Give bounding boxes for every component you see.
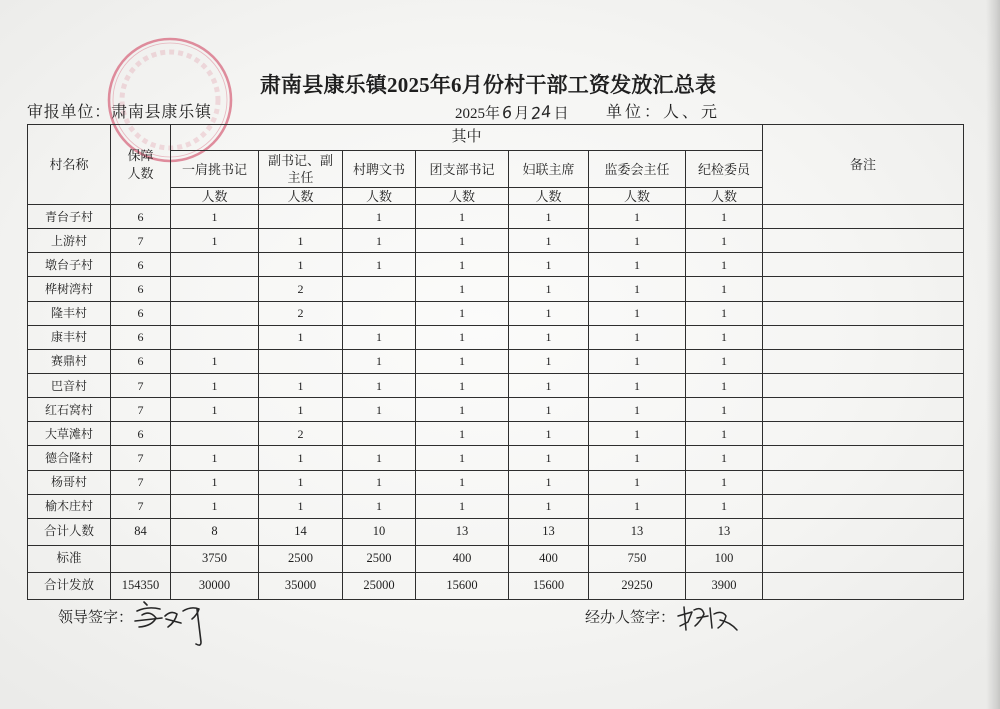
guaranteed-count-cell: [111, 545, 171, 572]
position-header-village-clerk: [343, 151, 416, 188]
one-shoulder-secretary-cell: 1: [171, 470, 259, 494]
guaranteed-count-cell: 7: [111, 373, 171, 397]
date-month-suffix: 月: [514, 106, 530, 122]
village-row: [28, 325, 964, 349]
village-clerk-cell: 25000: [343, 572, 416, 599]
deputy-secretary-cell: 1: [259, 253, 343, 277]
leader-signature-label: 领导签字：: [58, 610, 134, 626]
summary-row: [28, 572, 964, 599]
discipline-inspector-cell: 1: [686, 277, 763, 301]
womens-federation-chair-cell: 13: [509, 518, 589, 545]
header-row-top: [28, 125, 964, 151]
guaranteed-count-cell: 6: [111, 253, 171, 277]
village-row: [28, 277, 964, 301]
one-shoulder-secretary-cell: 30000: [171, 572, 259, 599]
remarks-cell: [763, 494, 964, 518]
village-name-cell: 标准: [28, 545, 111, 572]
village-clerk-cell: 1: [343, 494, 416, 518]
womens-federation-chair-cell: 15600: [509, 572, 589, 599]
village-clerk-cell: [343, 422, 416, 446]
position-label: 纪检委员: [698, 161, 751, 177]
discipline-inspector-cell: 1: [686, 470, 763, 494]
position-label: 村聘文书: [352, 161, 405, 177]
guaranteed-count-header-line2: 人数: [127, 165, 154, 181]
village-row: [28, 446, 964, 470]
position-header-discipline-inspector: [686, 151, 763, 188]
village-name-cell: 桦树湾村: [28, 277, 111, 301]
womens-federation-chair-cell: 1: [509, 470, 589, 494]
womens-federation-chair-cell: 1: [509, 494, 589, 518]
village-row: [28, 349, 964, 373]
deputy-secretary-cell: 1: [259, 470, 343, 494]
village-clerk-cell: [343, 301, 416, 325]
youth-league-secretary-cell: 1: [416, 398, 509, 422]
position-header-deputy-secretary: [259, 151, 343, 188]
village-name-cell: 合计人数: [28, 518, 111, 545]
supervisory-director-cell: 1: [589, 422, 686, 446]
village-row: [28, 398, 964, 422]
youth-league-secretary-cell: 1: [416, 470, 509, 494]
village-name-cell: 合计发放: [28, 572, 111, 599]
discipline-inspector-cell: 1: [686, 229, 763, 253]
date-month-handwritten: 6: [500, 102, 514, 123]
one-shoulder-secretary-cell: 1: [171, 398, 259, 422]
remarks-header: 备注: [763, 125, 964, 205]
youth-league-secretary-cell: 1: [416, 373, 509, 397]
date-year: 2025年: [455, 106, 501, 122]
one-shoulder-secretary-cell: 1: [171, 446, 259, 470]
remarks-cell: [763, 205, 964, 229]
discipline-inspector-cell: 1: [686, 253, 763, 277]
guaranteed-count-cell: 6: [111, 325, 171, 349]
village-clerk-cell: 1: [343, 325, 416, 349]
discipline-inspector-cell: 1: [686, 446, 763, 470]
one-shoulder-secretary-cell: 1: [171, 229, 259, 253]
supervisory-director-cell: 1: [589, 325, 686, 349]
supervisory-director-cell: 1: [589, 494, 686, 518]
village-row: [28, 301, 964, 325]
guaranteed-count-cell: 7: [111, 446, 171, 470]
youth-league-secretary-cell: 13: [416, 518, 509, 545]
guaranteed-count-cell: 154350: [111, 572, 171, 599]
position-label-line1: 副书记、副: [267, 153, 333, 168]
deputy-secretary-cell: 14: [259, 518, 343, 545]
remarks-cell: [763, 572, 964, 599]
remarks-cell: [763, 545, 964, 572]
remarks-cell: [763, 518, 964, 545]
womens-federation-chair-cell: 1: [509, 277, 589, 301]
deputy-secretary-cell: 1: [259, 229, 343, 253]
village-clerk-cell: 1: [343, 229, 416, 253]
village-clerk-cell: 1: [343, 373, 416, 397]
youth-league-secretary-cell: 1: [416, 446, 509, 470]
position-header-youth-league-secretary: [416, 151, 509, 188]
guaranteed-count-cell: 84: [111, 518, 171, 545]
village-clerk-cell: 1: [343, 253, 416, 277]
remarks-cell: [763, 301, 964, 325]
supervisory-director-cell: 1: [589, 373, 686, 397]
discipline-inspector-cell: 13: [686, 518, 763, 545]
one-shoulder-secretary-cell: 1: [171, 373, 259, 397]
guaranteed-count-cell: 7: [111, 470, 171, 494]
guaranteed-count-cell: 7: [111, 229, 171, 253]
one-shoulder-secretary-cell: [171, 422, 259, 446]
of-which-header: 其中: [171, 125, 763, 151]
village-row: [28, 470, 964, 494]
village-clerk-cell: 1: [343, 398, 416, 422]
report-date: [455, 103, 569, 123]
supervisory-director-cell: 1: [589, 253, 686, 277]
handler-signature: [674, 600, 746, 636]
position-label: 妇联主席: [522, 161, 575, 177]
discipline-inspector-cell: 3900: [686, 572, 763, 599]
womens-federation-chair-cell: 1: [509, 373, 589, 397]
village-name-cell: 榆木庄村: [28, 494, 111, 518]
summary-row: [28, 545, 964, 572]
village-clerk-cell: 1: [343, 349, 416, 373]
document-title: 肃南县康乐镇2025年6月份村干部工资发放汇总表: [259, 73, 717, 97]
position-label-line2: 主任: [287, 170, 314, 185]
count-subheader: 人数: [686, 188, 763, 205]
village-clerk-cell: [343, 277, 416, 301]
village-name-cell: 隆丰村: [28, 301, 111, 325]
supervisory-director-cell: 1: [589, 205, 686, 229]
unit-note: 单位：人、元: [606, 104, 721, 121]
guaranteed-count-cell: 6: [111, 277, 171, 301]
deputy-secretary-cell: 2: [259, 277, 343, 301]
youth-league-secretary-cell: 1: [416, 253, 509, 277]
womens-federation-chair-cell: 1: [509, 253, 589, 277]
village-name-cell: 红石窝村: [28, 398, 111, 422]
paper-edge-shadow: [986, 0, 1000, 709]
reporting-unit-line: [27, 103, 212, 123]
position-header-supervisory-director: [589, 151, 686, 188]
guaranteed-count-cell: 7: [111, 494, 171, 518]
guaranteed-count-cell: 6: [111, 349, 171, 373]
date-day-handwritten: 24: [529, 101, 553, 124]
position-header-womens-federation-chair: [509, 151, 589, 188]
womens-federation-chair-cell: 400: [509, 545, 589, 572]
supervisory-director-cell: 750: [589, 545, 686, 572]
count-subheader: 人数: [509, 188, 589, 205]
youth-league-secretary-cell: 1: [416, 205, 509, 229]
count-subheader: 人数: [589, 188, 686, 205]
discipline-inspector-cell: 1: [686, 205, 763, 229]
remarks-cell: [763, 349, 964, 373]
one-shoulder-secretary-cell: 1: [171, 205, 259, 229]
remarks-cell: [763, 277, 964, 301]
one-shoulder-secretary-cell: [171, 253, 259, 277]
village-row: [28, 253, 964, 277]
village-name-cell: 青台子村: [28, 205, 111, 229]
discipline-inspector-cell: 1: [686, 301, 763, 325]
village-name-header: 村名称: [28, 125, 111, 205]
guaranteed-count-cell: 6: [111, 301, 171, 325]
deputy-secretary-cell: 2: [259, 301, 343, 325]
village-name-cell: 康丰村: [28, 325, 111, 349]
supervisory-director-cell: 29250: [589, 572, 686, 599]
remarks-cell: [763, 422, 964, 446]
remarks-cell: [763, 398, 964, 422]
discipline-inspector-cell: 1: [686, 494, 763, 518]
guaranteed-count-cell: 7: [111, 398, 171, 422]
position-label: 团支部书记: [429, 161, 495, 177]
village-name-cell: 上游村: [28, 229, 111, 253]
youth-league-secretary-cell: 1: [416, 277, 509, 301]
womens-federation-chair-cell: 1: [509, 325, 589, 349]
youth-league-secretary-cell: 1: [416, 325, 509, 349]
womens-federation-chair-cell: 1: [509, 301, 589, 325]
one-shoulder-secretary-cell: 8: [171, 518, 259, 545]
deputy-secretary-cell: 35000: [259, 572, 343, 599]
position-label: 监委会主任: [604, 161, 670, 177]
youth-league-secretary-cell: 1: [416, 422, 509, 446]
position-header-one-shoulder-secretary: [171, 151, 259, 188]
youth-league-secretary-cell: 1: [416, 229, 509, 253]
youth-league-secretary-cell: 15600: [416, 572, 509, 599]
discipline-inspector-cell: 1: [686, 422, 763, 446]
summary-row: [28, 518, 964, 545]
supervisory-director-cell: 1: [589, 470, 686, 494]
supervisory-director-cell: 1: [589, 446, 686, 470]
supervisory-director-cell: 1: [589, 301, 686, 325]
womens-federation-chair-cell: 1: [509, 349, 589, 373]
reporting-unit-value: 肃南县康乐镇: [111, 104, 212, 121]
deputy-secretary-cell: [259, 205, 343, 229]
deputy-secretary-cell: [259, 349, 343, 373]
discipline-inspector-cell: 1: [686, 398, 763, 422]
remarks-cell: [763, 446, 964, 470]
one-shoulder-secretary-cell: 3750: [171, 545, 259, 572]
village-name-cell: 大草滩村: [28, 422, 111, 446]
village-row: [28, 229, 964, 253]
village-row: [28, 422, 964, 446]
deputy-secretary-cell: 1: [259, 494, 343, 518]
supervisory-director-cell: 1: [589, 349, 686, 373]
village-clerk-cell: 1: [343, 470, 416, 494]
count-subheader: 人数: [343, 188, 416, 205]
count-subheader: 人数: [171, 188, 259, 205]
womens-federation-chair-cell: 1: [509, 229, 589, 253]
table-header: [28, 125, 964, 205]
womens-federation-chair-cell: 1: [509, 446, 589, 470]
village-name-cell: 杨哥村: [28, 470, 111, 494]
womens-federation-chair-cell: 1: [509, 422, 589, 446]
guaranteed-count-header-line1: 保障: [127, 147, 154, 163]
youth-league-secretary-cell: 1: [416, 301, 509, 325]
supervisory-director-cell: 1: [589, 398, 686, 422]
count-subheader: 人数: [416, 188, 509, 205]
discipline-inspector-cell: 100: [686, 545, 763, 572]
remarks-cell: [763, 253, 964, 277]
leader-signature: [130, 597, 220, 649]
table-body: [28, 205, 964, 600]
deputy-secretary-cell: 1: [259, 373, 343, 397]
guaranteed-count-cell: 6: [111, 205, 171, 229]
supervisory-director-cell: 1: [589, 229, 686, 253]
village-clerk-cell: 1: [343, 205, 416, 229]
remarks-cell: [763, 373, 964, 397]
count-subheader: 人数: [259, 188, 343, 205]
one-shoulder-secretary-cell: 1: [171, 349, 259, 373]
remarks-cell: [763, 470, 964, 494]
one-shoulder-secretary-cell: [171, 301, 259, 325]
deputy-secretary-cell: 1: [259, 325, 343, 349]
womens-federation-chair-cell: 1: [509, 398, 589, 422]
deputy-secretary-cell: 2: [259, 422, 343, 446]
village-clerk-cell: 10: [343, 518, 416, 545]
village-row: [28, 494, 964, 518]
village-row: [28, 373, 964, 397]
supervisory-director-cell: 1: [589, 277, 686, 301]
village-name-cell: 巴音村: [28, 373, 111, 397]
womens-federation-chair-cell: 1: [509, 205, 589, 229]
one-shoulder-secretary-cell: 1: [171, 494, 259, 518]
supervisory-director-cell: 13: [589, 518, 686, 545]
reporting-unit-label: 审报单位：: [27, 104, 112, 121]
youth-league-secretary-cell: 1: [416, 494, 509, 518]
one-shoulder-secretary-cell: [171, 325, 259, 349]
village-clerk-cell: 1: [343, 446, 416, 470]
deputy-secretary-cell: 1: [259, 398, 343, 422]
one-shoulder-secretary-cell: [171, 277, 259, 301]
village-name-cell: 德合隆村: [28, 446, 111, 470]
discipline-inspector-cell: 1: [686, 325, 763, 349]
remarks-cell: [763, 325, 964, 349]
position-label: 一肩挑书记: [181, 161, 247, 177]
youth-league-secretary-cell: 400: [416, 545, 509, 572]
deputy-secretary-cell: 1: [259, 446, 343, 470]
village-row: [28, 205, 964, 229]
village-name-cell: 赛鼎村: [28, 349, 111, 373]
village-name-cell: 墩台子村: [28, 253, 111, 277]
date-day-suffix: 日: [553, 106, 569, 122]
salary-summary-table: [27, 124, 964, 600]
deputy-secretary-cell: 2500: [259, 545, 343, 572]
handler-signature-label: 经办人签字：: [585, 610, 676, 626]
discipline-inspector-cell: 1: [686, 373, 763, 397]
guaranteed-count-cell: 6: [111, 422, 171, 446]
village-clerk-cell: 2500: [343, 545, 416, 572]
discipline-inspector-cell: 1: [686, 349, 763, 373]
youth-league-secretary-cell: 1: [416, 349, 509, 373]
guaranteed-count-header: [111, 125, 171, 205]
remarks-cell: [763, 229, 964, 253]
